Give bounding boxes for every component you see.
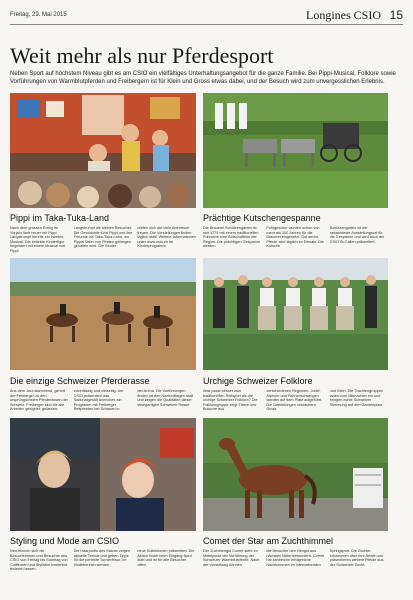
article-column: neue Kollektionen präsentiert. Die Aktion findet beim Eingang Nord statt und ist für alle Besucher offen. <box>137 549 195 567</box>
article-column: Nach dem grossen Erfolg im Vorjahr läuft heuer mit Pippi Langstrumpf bereits ein zweites Musical. Die beliebte Kinderfigur begeistert mit einem Musical von Pippi <box>10 226 66 253</box>
article-column: Langstrumpf die kleinen Besucher. Die Geschichte führt Pippi und ihre Freunde ins Taka-Tuka-Land, wo Pippis Vater von Piraten gefangen gehalten wird. Die Kinder <box>73 226 133 249</box>
photo-styling <box>10 418 196 531</box>
page-headline: Weit mehr als nur Pferdesport <box>10 43 274 68</box>
article-pippi-text <box>10 226 196 254</box>
article-column: Die Haarprofis des Salons zeigen aktuelle Trends und geben Tipps für die perfekte Turnierfrisur. Im Modebereich werden <box>73 549 131 567</box>
article-column: Der Zuchthengst Comet steht im Mittelpunkt der Vorführung der Schweizer Warmblutpferde. Nach der Vorstellung können <box>203 549 260 567</box>
section-brand: Longines CSIO <box>306 8 381 22</box>
photo-folklore-group <box>203 258 388 370</box>
article-column: und Klein. Die Trachtengruppen laden zum Mitmachen ein und bringen echte Schweizer Stimmung auf den Gardenplatz. <box>329 389 384 407</box>
article-column: Springsport. Die Züchter informieren über ihre Arbeit und präsentieren weitere Pferde aus der Schweizer Zucht. <box>329 549 384 567</box>
article-comet-text <box>203 549 388 585</box>
article-column: der Arena. Die Vorführungen finden an den Nachmittagen statt und zeigen die Qualitäten dieser einzigartigen Schweizer Rasse. <box>137 389 194 407</box>
caption-comet: Comet der Star am Zuchthimmel <box>203 536 334 546</box>
caption-styling: Styling und Mode am CSIO <box>10 536 120 546</box>
article-column: Fuhrgeschirr wurden schon von mehr als 100 Jahren für die Brauerei eingesetzt. Gut sechs Pferde sind täglich im Einsatz. Die Kutsche <box>266 226 324 249</box>
photo-carriage <box>203 93 388 208</box>
photo-comet-horse <box>203 418 388 531</box>
article-column: zuverlässig und vielseitig. Am CSIO präsentiert das Nationalgestüt Avenches ein Programm mit Freiberger Reitpferden bei Schauen in <box>73 389 124 412</box>
article-folklore-text <box>203 389 388 415</box>
article-column: Schützengarten ist der bekannteste Ausstellungsort für die Gespanne und wird auch am CSIO St.Gallen präsentiert. <box>329 226 385 244</box>
lead-paragraph: Neben Sport auf höchstem Niveau gibt es am CSIO ein vielfältiges Unterhaltungsangebot für die ganze Familie. Bei Pippi-Musical, Folklore sowie Vorführungen von Warmblutpferden und Freibergern ist für Klein und Gross etwas dabei, und der Besuch wird zum unvergesslichen Erlebnis. <box>10 71 396 85</box>
article-column: dürfen sich auf viele Abenteuer freuen. Die Vorstellungen finden täglich statt. Weitere Informationen unter www.csio.ch im Kinderprogramm. <box>137 226 196 249</box>
article-column: Was passt besser zum traditionellen Reitsport als die urchige Schweizer Folklore? Die Folkloregruppe zeigt Tänze und Bräuche aus <box>203 389 258 412</box>
article-column: die Besucher den Hengst aus nächster Nähe bewundern. Comet hat zahlreiche erfolgreiche Nachkommen im internationalen <box>266 549 325 567</box>
article-column: Neu können sich die Besucherinnen und Besucher des CSIO von Freitag bis Sonntag von Coiffeuren und Stylisten kostenlos frisieren lassen. <box>10 549 68 572</box>
article-column: verschiedenen Regionen. Jodel, Alphorn und Fahnenschwingen werden auf dem Platz aufgeführt. Die Darbietungen verzaubern Gross <box>266 389 323 412</box>
caption-pippi: Pippi im Taka-Tuka-Land <box>10 213 110 223</box>
article-column: Aus dem Jura stammend, gehört der Freiberger zu den ursprünglichsten Pferderassen der Schweiz. Freiberger sind für alle Arbeiten geeignet, gelassen, <box>10 389 69 412</box>
caption-folklore: Urchige Schweizer Folklore <box>203 376 313 386</box>
article-freiberger-text <box>10 389 196 415</box>
article-column: Die Brauerei Schützengarten ist seit 1779 mit einem traditionellen Fuhrwerk eine Botschafterin der Region. Die prächtigen Gespanne werden <box>203 226 261 249</box>
photo-pippi-musical <box>10 93 196 208</box>
caption-carriage: Prächtige Kutschengespanne <box>203 213 321 223</box>
article-carriage-text <box>203 226 388 254</box>
photo-freiberger-horses <box>10 258 196 370</box>
article-styling-text <box>10 549 196 585</box>
caption-freiberger: Die einzige Schweizer Pferderasse <box>10 376 150 386</box>
page-header <box>10 8 403 25</box>
issue-date: Freitag, 29. Mai 2015 <box>10 12 67 18</box>
page-number: 15 <box>389 8 403 22</box>
